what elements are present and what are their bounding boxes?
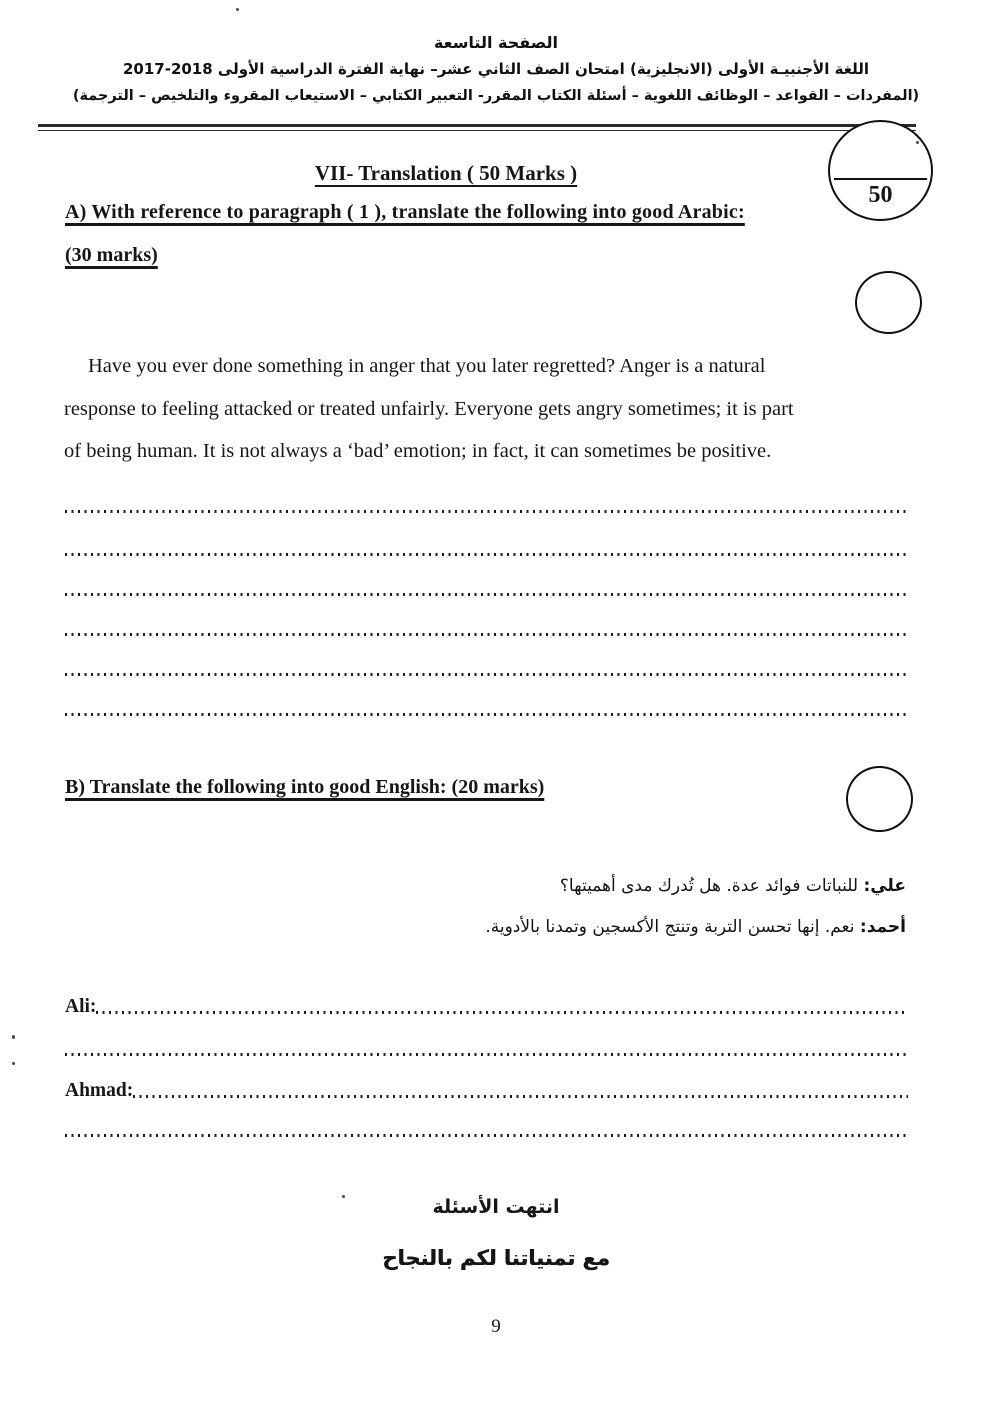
success-wish-note: مع تمنياتنا لكم بالنجاح <box>382 1246 610 1270</box>
dialogue-text: نعم. إنها تحسن التربة وتنتج الأكسجين وتمدنا بالأدوية. <box>485 917 855 937</box>
header-exam-title: اللغة الأجنبيـة الأولى (الانجليزية) امتحان الصف الثاني عشر– نهاية الفترة الدراسية الأولى 2018-2017 <box>122 60 870 78</box>
part-a-marks: (30 marks) <box>65 244 158 266</box>
dialogue-speaker: أحمد: <box>859 917 906 937</box>
part-a-heading: A) With reference to paragraph ( 1 ), translate the following into good Arabic: <box>65 201 745 223</box>
part-a-score-circle <box>855 271 922 334</box>
passage-line: response to feeling attacked or treated unfairly. Everyone gets angry sometimes; it is part <box>64 397 794 420</box>
section-title: VII- Translation ( 50 Marks ) <box>314 161 578 185</box>
ahmad-answer-row <box>65 1080 908 1101</box>
answer-line <box>65 510 908 513</box>
answer-leader-dots <box>96 1011 908 1014</box>
translation-passage <box>64 345 924 473</box>
scan-speck <box>916 141 919 144</box>
section-title-wrap <box>0 161 892 186</box>
header-page-label: الصفحة التاسعة <box>433 33 559 52</box>
scan-speck <box>12 1035 15 1039</box>
scan-speck <box>342 1195 345 1198</box>
dialogue-line <box>286 907 906 948</box>
header-exam-components: (المفردات – القواعد – الوظائف اللغوية – أسئلة الكتاب المقرر- التعبير الكتابي – الاستيعاب المقروء والتلخيص – الترجمة) <box>72 88 920 104</box>
answer-line <box>65 553 908 556</box>
answer-line <box>65 1053 908 1056</box>
answer-line <box>65 633 908 636</box>
answer-leader-dots <box>133 1095 908 1098</box>
header-divider <box>38 124 916 131</box>
ahmad-label: Ahmad: <box>65 1080 134 1101</box>
passage-line: of being human. It is not always a ‘bad’ emotion; in fact, it can sometimes be positive. <box>64 440 772 462</box>
scan-speck <box>236 8 239 11</box>
dialogue-text: للنباتات فوائد عدة. هل تُدرك مدى أهميتها؟ <box>559 876 859 896</box>
dialogue-speaker: علي: <box>863 876 906 896</box>
page-number: 9 <box>491 1316 501 1337</box>
questions-ended-note: انتهت الأسئلة <box>432 1196 560 1218</box>
ali-label: Ali: <box>65 996 97 1017</box>
arabic-dialogue <box>286 866 906 948</box>
scan-speck <box>12 1062 15 1065</box>
answer-line <box>65 713 908 716</box>
answer-line <box>65 673 908 676</box>
part-b-heading: B) Translate the following into good English: (20 marks) <box>65 776 545 798</box>
part-b-score-circle <box>846 766 913 832</box>
passage-line: Have you ever done something in anger that you later regretted? Anger is a natural <box>88 355 766 377</box>
ali-answer-row <box>65 996 908 1017</box>
answer-line <box>65 1134 908 1137</box>
answer-line <box>65 593 908 596</box>
total-marks-value: 50 <box>868 182 893 208</box>
dialogue-line <box>286 866 906 907</box>
